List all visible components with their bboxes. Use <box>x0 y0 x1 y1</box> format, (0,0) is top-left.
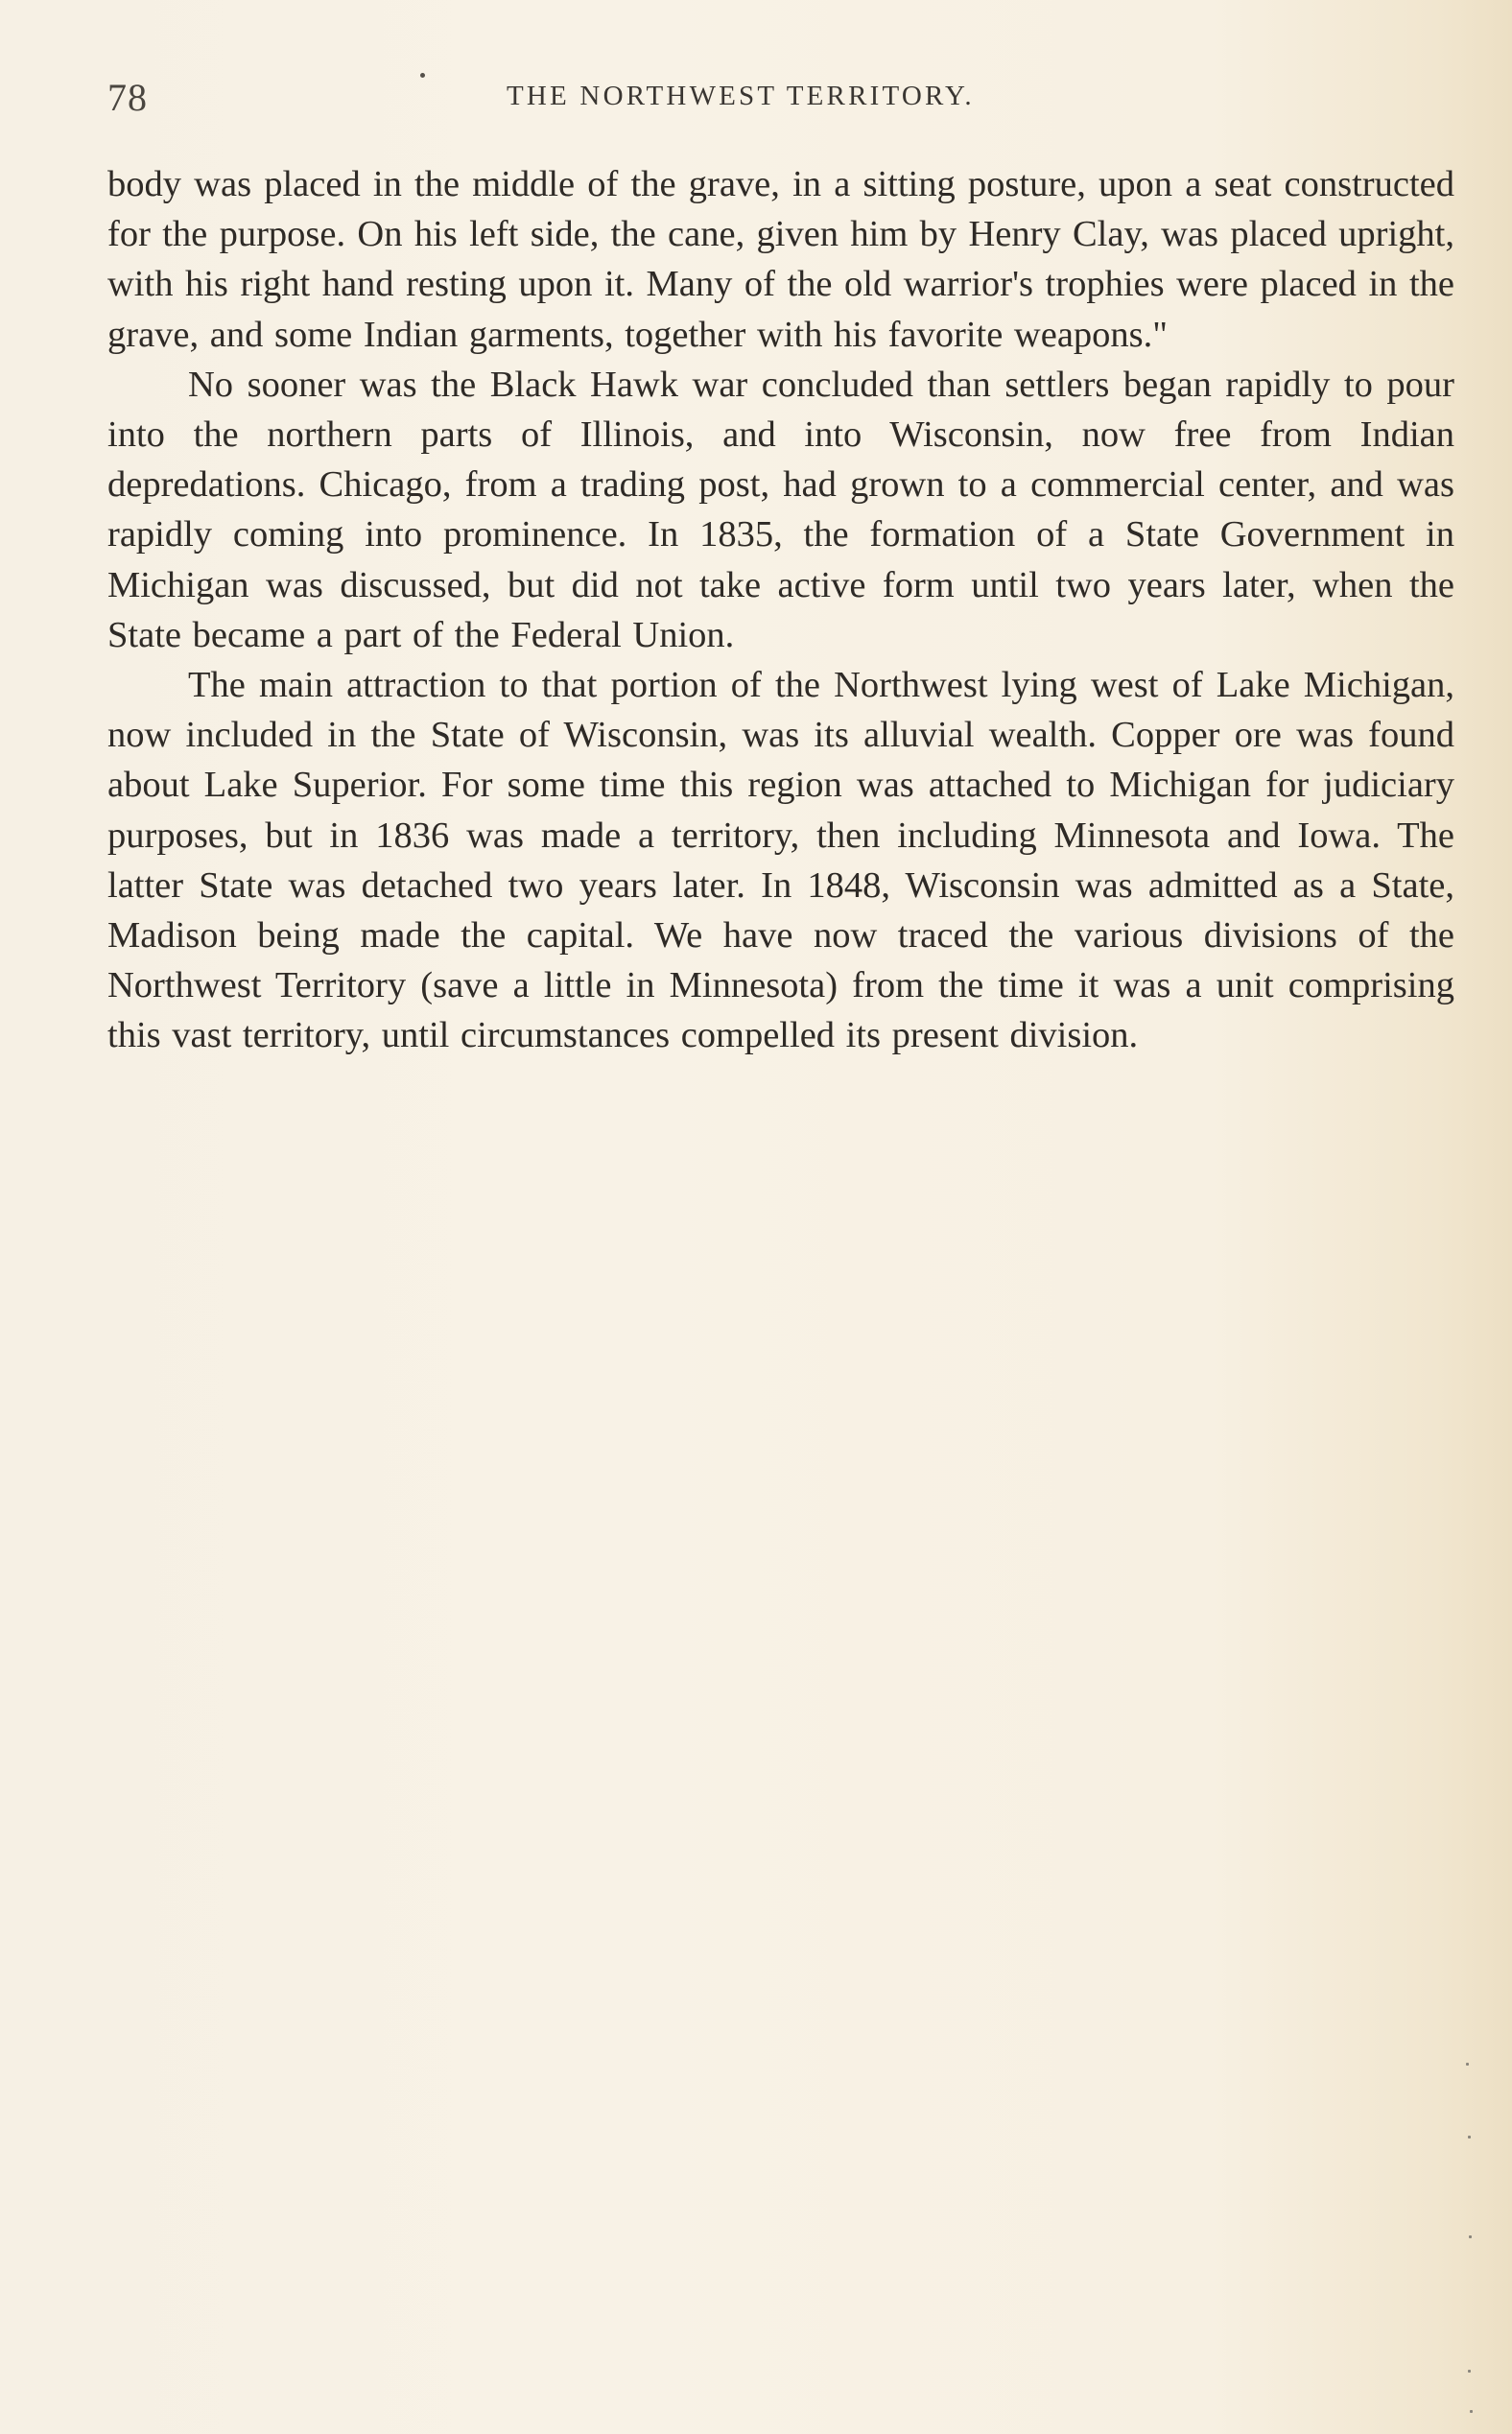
running-title: THE NORTHWEST TERRITORY. <box>507 81 975 111</box>
body-text <box>107 159 1454 1061</box>
paragraph-black-hawk-settlement: No sooner was the Black Hawk war concluded than settlers began rapidly to pour into the northern parts of Illinois, and into Wisconsin, now free from Indian depredations. Chicago, from a trading post, had grown to a commercial center, and was rapidly coming into prominence. In 1835, the formation of a State Government in Michigan was discussed, but did not take active form until two years later, when the State became a part of the Federal Union. <box>107 364 1454 655</box>
page-number: 78 <box>107 76 148 119</box>
speck <box>1470 2410 1473 2413</box>
speck <box>1466 2063 1469 2066</box>
speck <box>1468 2370 1471 2373</box>
paragraph-wisconsin: The main attraction to that portion of the Northwest lying west of Lake Michigan, now included in the State of Wisconsin, was its alluvial wealth. Copper ore was found about Lake Superior. For some time this region was attached to Michigan for judiciary purposes, but in 1836 was made a territory, then including Minnesota and Iowa. The latter State was detached two years later. In 1848, Wisconsin was admitted as a State, Madison being made the capital. We have now traced the various divisions of the Northwest Territory (save a little in Minnesota) from the time it was a unit comprising this vast territory, until circumstances compelled its present division. <box>107 665 1454 1056</box>
speck <box>1469 2235 1472 2238</box>
speck <box>1468 2136 1471 2139</box>
paragraph-continuation: body was placed in the middle of the grave, in a sitting posture, upon a seat constructed for the purpose. On his left side, the cane, given him by Henry Clay, was placed upright, with his right hand resting upon it. Many of the old warrior's trophies were placed in the grave, and some Indian garments, together with his favorite weapons." <box>107 164 1454 355</box>
header-dot-mark <box>420 73 425 78</box>
